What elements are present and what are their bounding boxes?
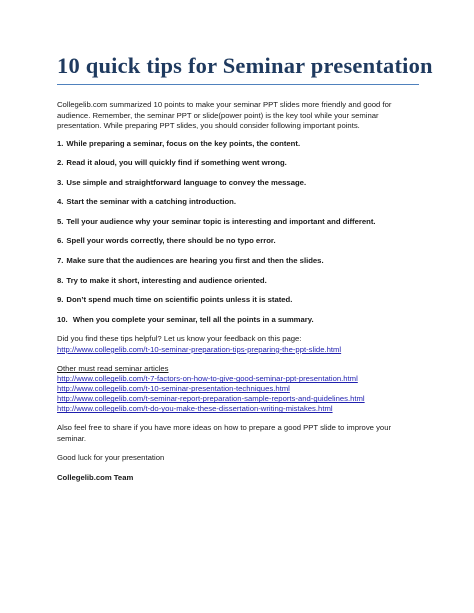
other-articles-heading: Other must read seminar articles xyxy=(57,363,169,373)
tip-number: 3. xyxy=(57,177,64,187)
tip-item xyxy=(57,236,419,246)
signature: Collegelib.com Team xyxy=(57,472,134,482)
tip-item xyxy=(57,158,419,168)
tip-item xyxy=(57,197,419,207)
intro-paragraph: Collegelib.com summarized 10 points to make your seminar PPT slides more friendly and good for audience. Remember, the seminar PPT or slide(power point) is the key tool while your seminar presentation. While preparing PPT slides, you should consider following important points. xyxy=(57,100,392,130)
tip-item xyxy=(57,217,419,227)
tip-number: 2. xyxy=(57,158,64,168)
tip-text: Spell your words correctly, there should be no typo error. xyxy=(66,236,276,246)
tip-text: While preparing a seminar, focus on the key points, the content. xyxy=(66,138,301,148)
tip-item xyxy=(57,139,419,149)
tip-number: 4. xyxy=(57,197,64,207)
tip-number: 1. xyxy=(57,138,64,148)
title-rule xyxy=(57,84,419,85)
tip-number: 5. xyxy=(57,216,64,226)
tip-text: Tell your audience why your seminar topic is interesting and important and different. xyxy=(66,216,376,226)
tips-list xyxy=(57,139,419,325)
article-link[interactable]: http://www.collegelib.com/t-10-seminar-presentation-techniques.html xyxy=(57,384,290,394)
tip-item xyxy=(57,256,419,266)
document-title: 10 quick tips for Seminar presentation xyxy=(57,53,433,78)
tip-number: 7. xyxy=(57,256,64,266)
feedback-link[interactable]: http://www.collegelib.com/t-10-seminar-preparation-tips-preparing-the-ppt-slide.html xyxy=(57,344,342,354)
article-link[interactable]: http://www.collegelib.com/t-seminar-report-preparation-sample-reports-and-guidelines.html xyxy=(57,394,365,404)
tip-item xyxy=(57,295,419,305)
share-paragraph: Also feel free to share if you have more ideas on how to prepare a good PPT slide to improve your seminar. xyxy=(57,423,392,443)
article-link[interactable]: http://www.collegelib.com/t-do-you-make-these-dissertation-writing-mistakes.html xyxy=(57,404,333,414)
tip-text: When you complete your seminar, tell all the points in a summary. xyxy=(70,314,314,324)
tip-text: Make sure that the audiences are hearing you first and then the slides. xyxy=(66,256,324,266)
tip-number: 10. xyxy=(57,314,68,324)
tip-text: Use simple and straightforward language to convey the message. xyxy=(66,177,307,187)
tip-number: 9. xyxy=(57,295,64,305)
article-link[interactable]: http://www.collegelib.com/t-7-factors-on-how-to-give-good-seminar-ppt-presentation.html xyxy=(57,374,358,384)
tip-text: Start the seminar with a catching introduction. xyxy=(66,197,236,207)
tip-text: Don’t spend much time on scientific points unless it is stated. xyxy=(66,295,293,305)
closing-line: Good luck for your presentation xyxy=(57,453,165,463)
tip-item xyxy=(57,178,419,188)
tip-text: Read it aloud, you will quickly find if something went wrong. xyxy=(66,158,287,168)
feedback-prompt: Did you find these tips helpful? Let us know your feedback on this page: xyxy=(57,334,302,344)
tip-item xyxy=(57,276,419,286)
tip-text: Try to make it short, interesting and audience oriented. xyxy=(66,275,267,285)
document-page xyxy=(57,52,433,483)
tip-item xyxy=(57,315,419,325)
tip-number: 6. xyxy=(57,236,64,246)
tip-number: 8. xyxy=(57,275,64,285)
